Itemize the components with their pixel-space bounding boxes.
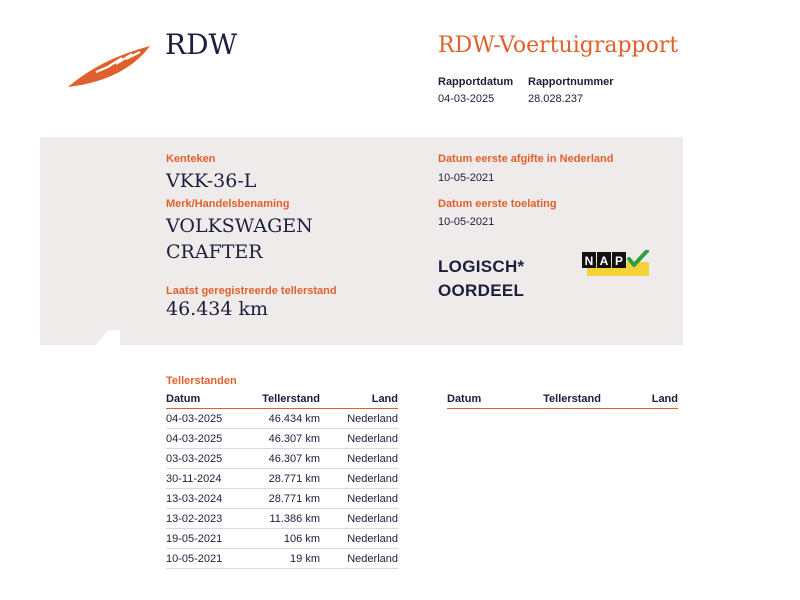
odometer-table-title: Tellerstanden xyxy=(166,375,237,387)
row-country: Nederland xyxy=(320,529,398,549)
odometer-value: 46.434 km xyxy=(166,298,269,320)
table-row xyxy=(166,429,398,449)
row-date: 13-02-2023 xyxy=(166,509,246,529)
report-number: 28.028.237 xyxy=(528,93,584,105)
row-country: Nederland xyxy=(320,409,398,429)
row-date: 13-03-2024 xyxy=(166,489,246,509)
nap-checkmark-badge-icon xyxy=(581,250,651,278)
col-datum: Datum xyxy=(166,392,246,409)
first-admission-label: Datum eerste toelating xyxy=(438,198,557,210)
row-odometer: 106 km xyxy=(246,529,320,549)
row-country: Nederland xyxy=(320,469,398,489)
row-country: Nederland xyxy=(320,489,398,509)
table-row xyxy=(166,529,398,549)
make-value: VOLKSWAGEN xyxy=(166,215,313,237)
table-header-row-right xyxy=(447,392,678,409)
row-odometer: 46.307 km xyxy=(246,429,320,449)
report-date-label: Rapportdatum xyxy=(438,76,514,88)
table-row xyxy=(166,469,398,489)
row-odometer: 28.771 km xyxy=(246,489,320,509)
odometer-label: Laatst geregistreerde tellerstand xyxy=(166,285,337,297)
table-row xyxy=(166,409,398,429)
first-issue-nl-label: Datum eerste afgifte in Nederland xyxy=(438,153,614,165)
report-date: 04-03-2025 xyxy=(438,93,495,105)
panel-corner xyxy=(40,330,120,346)
row-date: 10-05-2021 xyxy=(166,549,246,569)
row-country: Nederland xyxy=(320,549,398,569)
first-admission-value: 10-05-2021 xyxy=(438,216,495,228)
row-date: 03-03-2025 xyxy=(166,449,246,469)
col-tellerstand-right: Tellerstand xyxy=(527,392,601,409)
row-country: Nederland xyxy=(320,509,398,529)
first-issue-nl-value: 10-05-2021 xyxy=(438,172,495,184)
row-odometer: 11.386 km xyxy=(246,509,320,529)
row-date: 19-05-2021 xyxy=(166,529,246,549)
col-land-right: Land xyxy=(601,392,678,409)
vehicle-summary-panel xyxy=(40,137,683,345)
table-row xyxy=(166,509,398,529)
nap-letter-p: P xyxy=(614,254,624,268)
model-value: CRAFTER xyxy=(166,241,263,263)
odometer-table xyxy=(166,392,398,569)
col-land: Land xyxy=(320,392,398,409)
verdict-line-2: OORDEEL xyxy=(438,281,525,300)
col-tellerstand: Tellerstand xyxy=(246,392,320,409)
report-title: RDW-Voertuigrapport xyxy=(438,33,679,58)
row-country: Nederland xyxy=(320,429,398,449)
row-odometer: 19 km xyxy=(246,549,320,569)
row-odometer: 28.771 km xyxy=(246,469,320,489)
row-odometer: 46.434 km xyxy=(246,409,320,429)
report-number-label: Rapportnummer xyxy=(528,76,614,88)
col-datum-right: Datum xyxy=(447,392,527,409)
verdict-line-1: LOGISCH* xyxy=(438,257,525,276)
row-odometer: 46.307 km xyxy=(246,449,320,469)
plate-label: Kenteken xyxy=(166,153,216,165)
nap-letter-n: N xyxy=(584,254,594,268)
table-row xyxy=(166,489,398,509)
table-header-row xyxy=(166,392,398,409)
make-label: Merk/Handelsbenaming xyxy=(166,198,290,210)
table-row xyxy=(166,449,398,469)
verdict-block xyxy=(438,255,524,303)
row-country: Nederland xyxy=(320,449,398,469)
row-date: 04-03-2025 xyxy=(166,429,246,449)
odometer-table-right xyxy=(447,392,678,409)
row-date: 30-11-2024 xyxy=(166,469,246,489)
table-row xyxy=(166,549,398,569)
nap-letter-a: A xyxy=(599,254,609,268)
rdw-feather-logo-icon xyxy=(66,44,156,90)
plate-value: VKK-36-L xyxy=(166,170,257,192)
brand-name: RDW xyxy=(165,28,238,61)
row-date: 04-03-2025 xyxy=(166,409,246,429)
